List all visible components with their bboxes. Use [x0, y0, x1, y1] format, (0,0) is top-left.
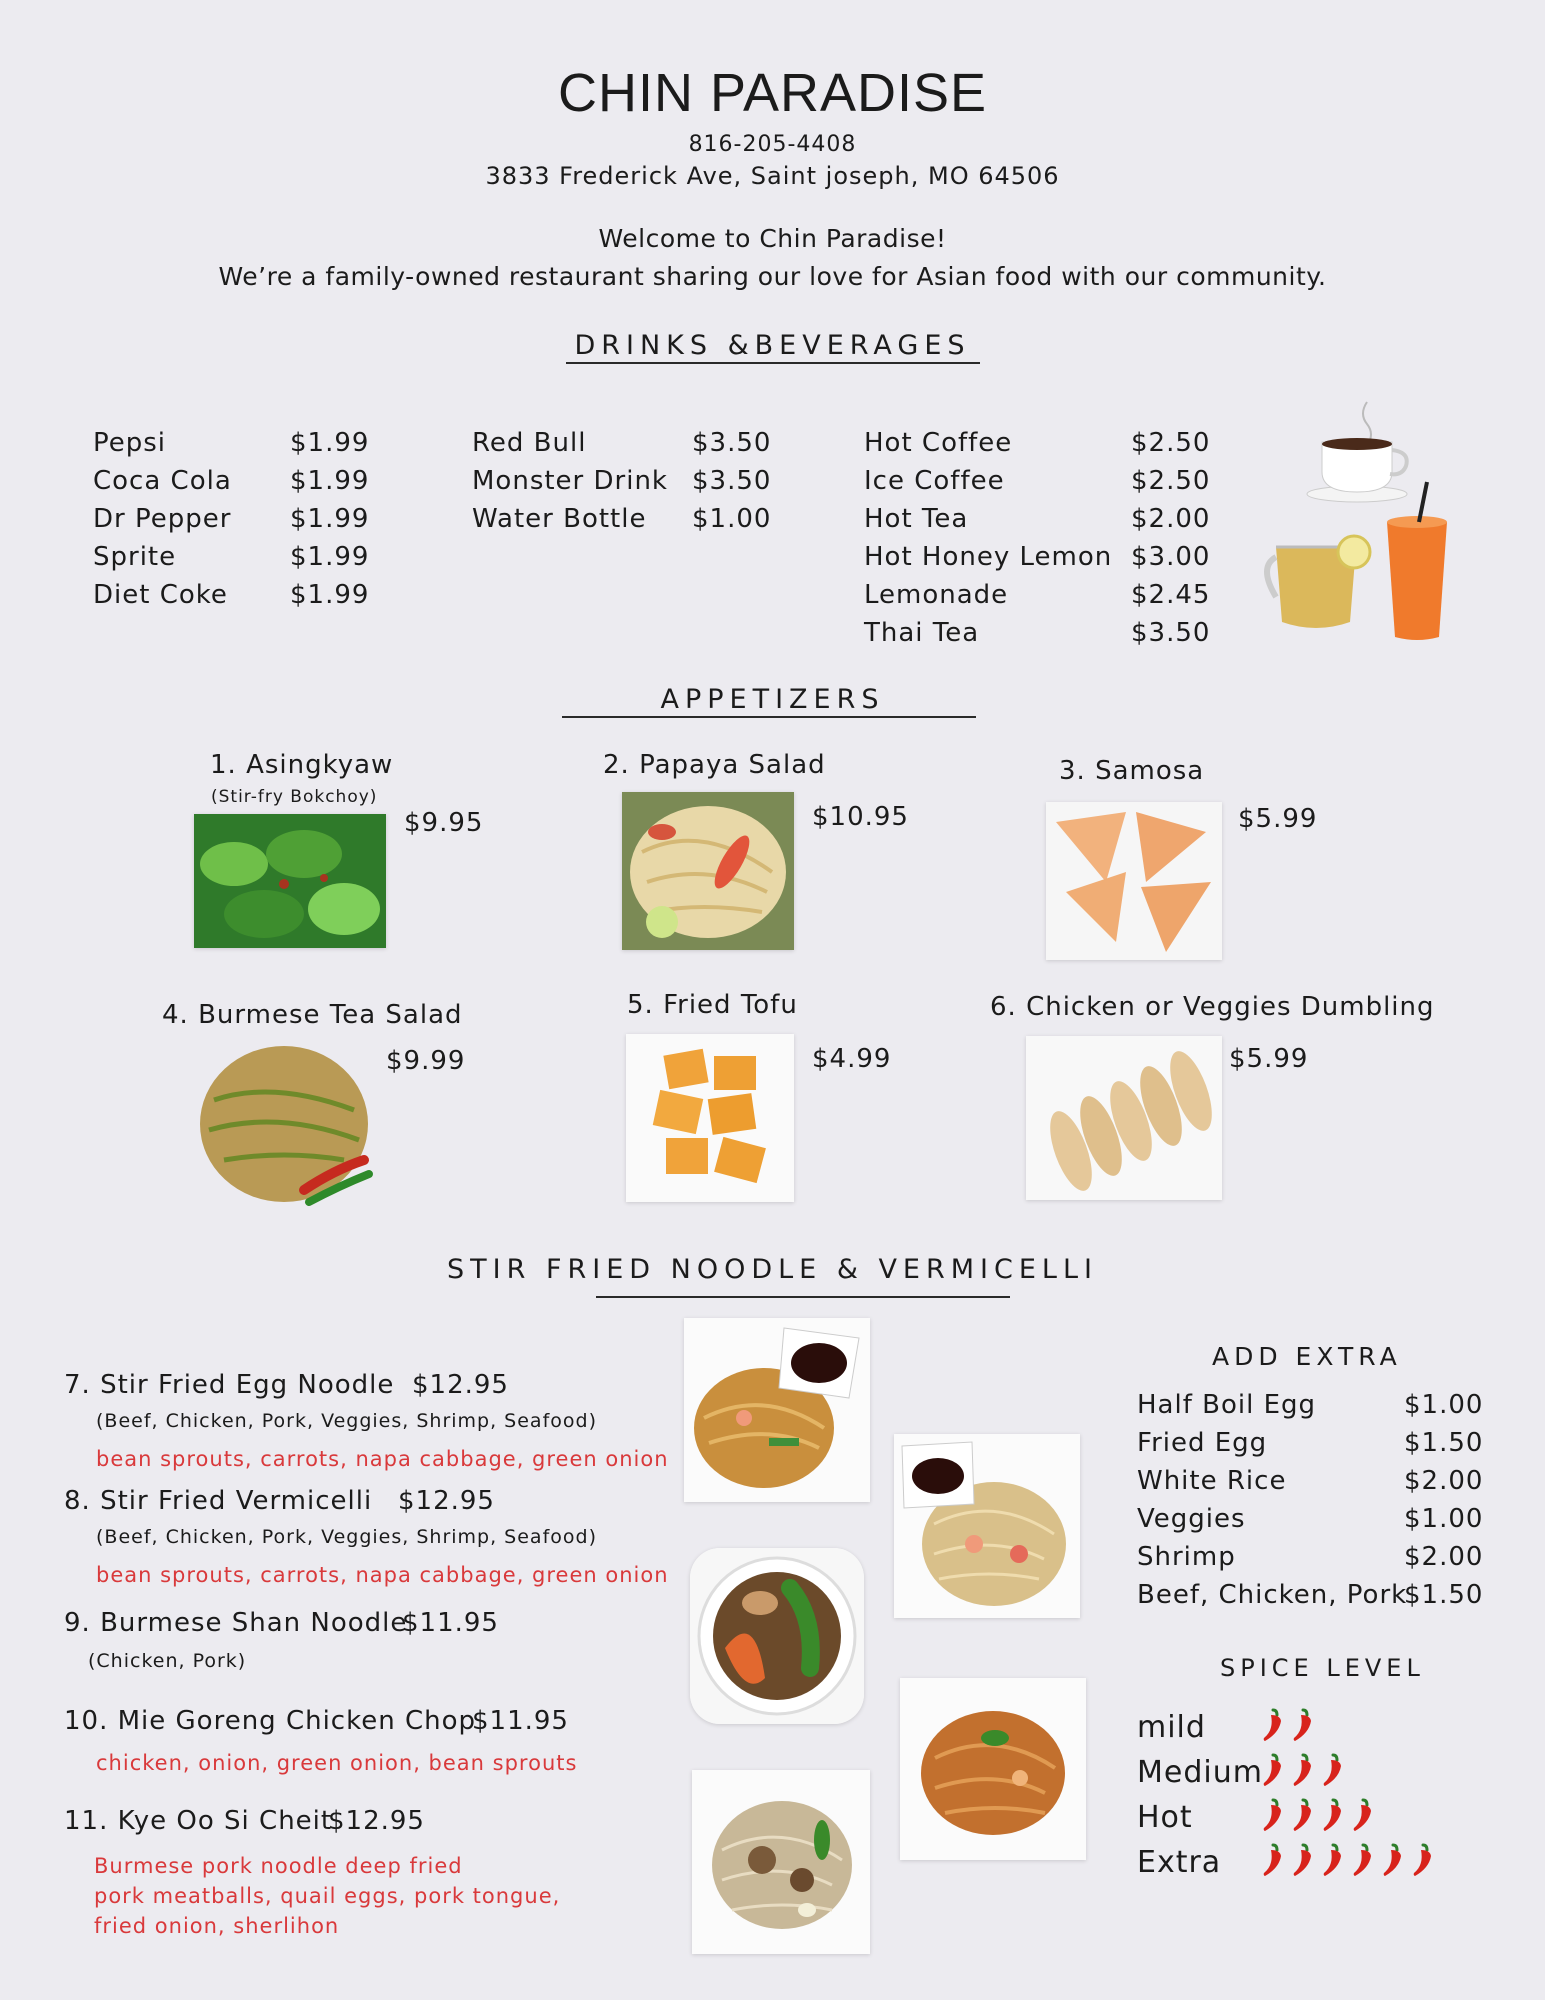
drink-price: $1.99: [290, 580, 370, 610]
drink-name: Hot Coffee: [864, 428, 1013, 458]
extra-price: $1.00: [1404, 1504, 1484, 1534]
chili-pepper-icon: [1322, 1753, 1344, 1787]
appetizer-name: 4. Burmese Tea Salad: [162, 1000, 463, 1030]
noodle-price: $12.95: [328, 1806, 425, 1836]
spice-chilis-extra: [1262, 1843, 1442, 1877]
drink-name: Hot Tea: [864, 504, 969, 534]
tagline-text: We’re a family-owned restaurant sharing our love for Asian food with our community.: [218, 262, 1327, 291]
drink-name: Thai Tea: [864, 618, 980, 648]
chili-pepper-icon: [1262, 1708, 1284, 1742]
chili-pepper-icon: [1262, 1798, 1284, 1832]
extra-price: $1.00: [1404, 1390, 1484, 1420]
extra-name: Shrimp: [1137, 1542, 1236, 1572]
drink-price: $1.00: [692, 504, 772, 534]
appetizer-name: 5. Fried Tofu: [627, 990, 798, 1020]
noodle-ingredients: bean sprouts, carrots, napa cabbage, green onion: [96, 1447, 669, 1471]
spice-level-name: mild: [1137, 1710, 1206, 1745]
chili-pepper-icon: [1352, 1798, 1374, 1832]
noodle-price: $11.95: [472, 1706, 569, 1736]
drink-price: $1.99: [290, 466, 370, 496]
spice-chilis-mild: [1262, 1708, 1322, 1742]
appetizer-price: $9.99: [386, 1046, 466, 1076]
appetizer-price: $9.95: [404, 808, 484, 838]
drinks-heading-rule: [566, 362, 980, 364]
drink-price: $3.00: [1131, 542, 1211, 572]
extra-price: $1.50: [1404, 1580, 1484, 1610]
chili-pepper-icon: [1322, 1798, 1344, 1832]
spice-chilis-hot: [1262, 1798, 1382, 1832]
appetizer-name: 1. Asingkyaw: [210, 750, 394, 780]
shan-noodle-photo: [690, 1548, 864, 1724]
appetizer-name: 3. Samosa: [1059, 756, 1205, 786]
noodle-price: $12.95: [412, 1370, 509, 1400]
drink-price: $1.99: [290, 542, 370, 572]
noodle-name: 11. Kye Oo Si Cheit: [64, 1806, 333, 1836]
drink-name: Ice Coffee: [864, 466, 1005, 496]
appetizer-name: 2. Papaya Salad: [603, 750, 826, 780]
chili-pepper-icon: [1262, 1843, 1284, 1877]
tea-salad-photo: [194, 1040, 378, 1212]
drink-name: Dr Pepper: [93, 504, 232, 534]
welcome-text: Welcome to Chin Paradise!: [598, 224, 947, 253]
phone-number: 816-205-4408: [688, 132, 857, 157]
mie-goreng-photo: [900, 1678, 1086, 1860]
drink-price: $3.50: [1131, 618, 1211, 648]
drink-price: $1.99: [290, 428, 370, 458]
drinks-heading: DRINKS &BEVERAGES: [574, 330, 971, 361]
dumpling-photo: [1026, 1036, 1222, 1200]
noodle-ingredients: bean sprouts, carrots, napa cabbage, green onion: [96, 1563, 669, 1587]
noodle-options: (Chicken, Pork): [88, 1650, 247, 1672]
drink-name: Lemonade: [864, 580, 1009, 610]
egg-noodle-photo: [684, 1318, 870, 1502]
drink-name: Diet Coke: [93, 580, 228, 610]
drink-name: Pepsi: [93, 428, 167, 458]
spice-heading: SPICE LEVEL: [1220, 1654, 1425, 1682]
extra-name: Half Boil Egg: [1137, 1390, 1317, 1420]
drink-name: Red Bull: [472, 428, 587, 458]
noodle-name: 9. Burmese Shan Noodle: [64, 1608, 408, 1638]
noodle-ingredients-line: pork meatballs, quail eggs, pork tongue,: [94, 1884, 561, 1908]
drink-name: Hot Honey Lemon: [864, 542, 1113, 572]
noodle-name: 7. Stir Fried Egg Noodle: [64, 1370, 395, 1400]
chili-pepper-icon: [1352, 1843, 1374, 1877]
chili-pepper-icon: [1292, 1798, 1314, 1832]
bokchoy-photo: [194, 814, 386, 948]
extras-heading: ADD EXTRA: [1212, 1342, 1402, 1371]
samosa-photo: [1046, 802, 1222, 960]
drink-price: $2.00: [1131, 504, 1211, 534]
noodle-ingredients: chicken, onion, green onion, bean sprouts: [96, 1751, 578, 1775]
extra-name: Fried Egg: [1137, 1428, 1268, 1458]
noodle-ingredients-line: Burmese pork noodle deep fried: [94, 1854, 463, 1878]
noodle-price: $12.95: [398, 1486, 495, 1516]
drink-price: $3.50: [692, 466, 772, 496]
drink-price: $2.50: [1131, 428, 1211, 458]
noodle-name: 8. Stir Fried Vermicelli: [64, 1486, 373, 1516]
appetizer-name: 6. Chicken or Veggies Dumbling: [990, 992, 1435, 1022]
coffee-cup-icon: [1262, 392, 1462, 642]
drink-name: Water Bottle: [472, 504, 647, 534]
extra-price: $1.50: [1404, 1428, 1484, 1458]
extra-name: White Rice: [1137, 1466, 1287, 1496]
spice-level-name: Hot: [1137, 1800, 1193, 1835]
drink-price: $2.45: [1131, 580, 1211, 610]
appetizer-price: $4.99: [812, 1044, 892, 1074]
drink-price: $1.99: [290, 504, 370, 534]
noodle-ingredients-line: fried onion, sherlihon: [94, 1914, 340, 1938]
appetizers-heading: APPETIZERS: [660, 684, 885, 715]
extra-name: Veggies: [1137, 1504, 1246, 1534]
address: 3833 Frederick Ave, Saint joseph, MO 64506: [485, 162, 1060, 190]
appetizers-heading-rule: [562, 716, 976, 718]
noodles-heading: STIR FRIED NOODLE & VERMICELLI: [447, 1254, 1098, 1285]
chili-pepper-icon: [1382, 1843, 1404, 1877]
appetizer-price: $5.99: [1229, 1044, 1309, 1074]
drink-name: Coca Cola: [93, 466, 232, 496]
fried-tofu-photo: [626, 1034, 794, 1202]
chili-pepper-icon: [1322, 1843, 1344, 1877]
noodles-heading-rule: [596, 1296, 1010, 1298]
appetizer-subtitle: (Stir-fry Bokchoy): [211, 787, 378, 807]
noodle-options: (Beef, Chicken, Pork, Veggies, Shrimp, Seafood): [96, 1410, 597, 1432]
noodle-options: (Beef, Chicken, Pork, Veggies, Shrimp, Seafood): [96, 1526, 597, 1548]
spice-level-name: Extra: [1137, 1845, 1222, 1880]
vermicelli-photo: [894, 1434, 1080, 1618]
spice-chilis-medium: [1262, 1753, 1352, 1787]
noodle-name: 10. Mie Goreng Chicken Chop: [64, 1706, 477, 1736]
drink-name: Monster Drink: [472, 466, 668, 496]
extra-name: Beef, Chicken, Pork: [1137, 1580, 1408, 1610]
papaya-salad-photo: [622, 792, 794, 950]
drink-price: $2.50: [1131, 466, 1211, 496]
drink-price: $3.50: [692, 428, 772, 458]
chili-pepper-icon: [1292, 1753, 1314, 1787]
appetizer-price: $5.99: [1238, 804, 1318, 834]
noodle-price: $11.95: [402, 1608, 499, 1638]
chili-pepper-icon: [1292, 1843, 1314, 1877]
chili-pepper-icon: [1292, 1708, 1314, 1742]
kye-oo-photo: [692, 1770, 870, 1954]
appetizer-price: $10.95: [812, 802, 909, 832]
extra-price: $2.00: [1404, 1466, 1484, 1496]
chili-pepper-icon: [1262, 1753, 1284, 1787]
drink-name: Sprite: [93, 542, 177, 572]
chili-pepper-icon: [1412, 1843, 1434, 1877]
spice-level-name: Medium: [1137, 1755, 1263, 1790]
extra-price: $2.00: [1404, 1542, 1484, 1572]
drinks-illustration: [1262, 392, 1462, 642]
restaurant-title: CHIN PARADISE: [557, 63, 988, 123]
